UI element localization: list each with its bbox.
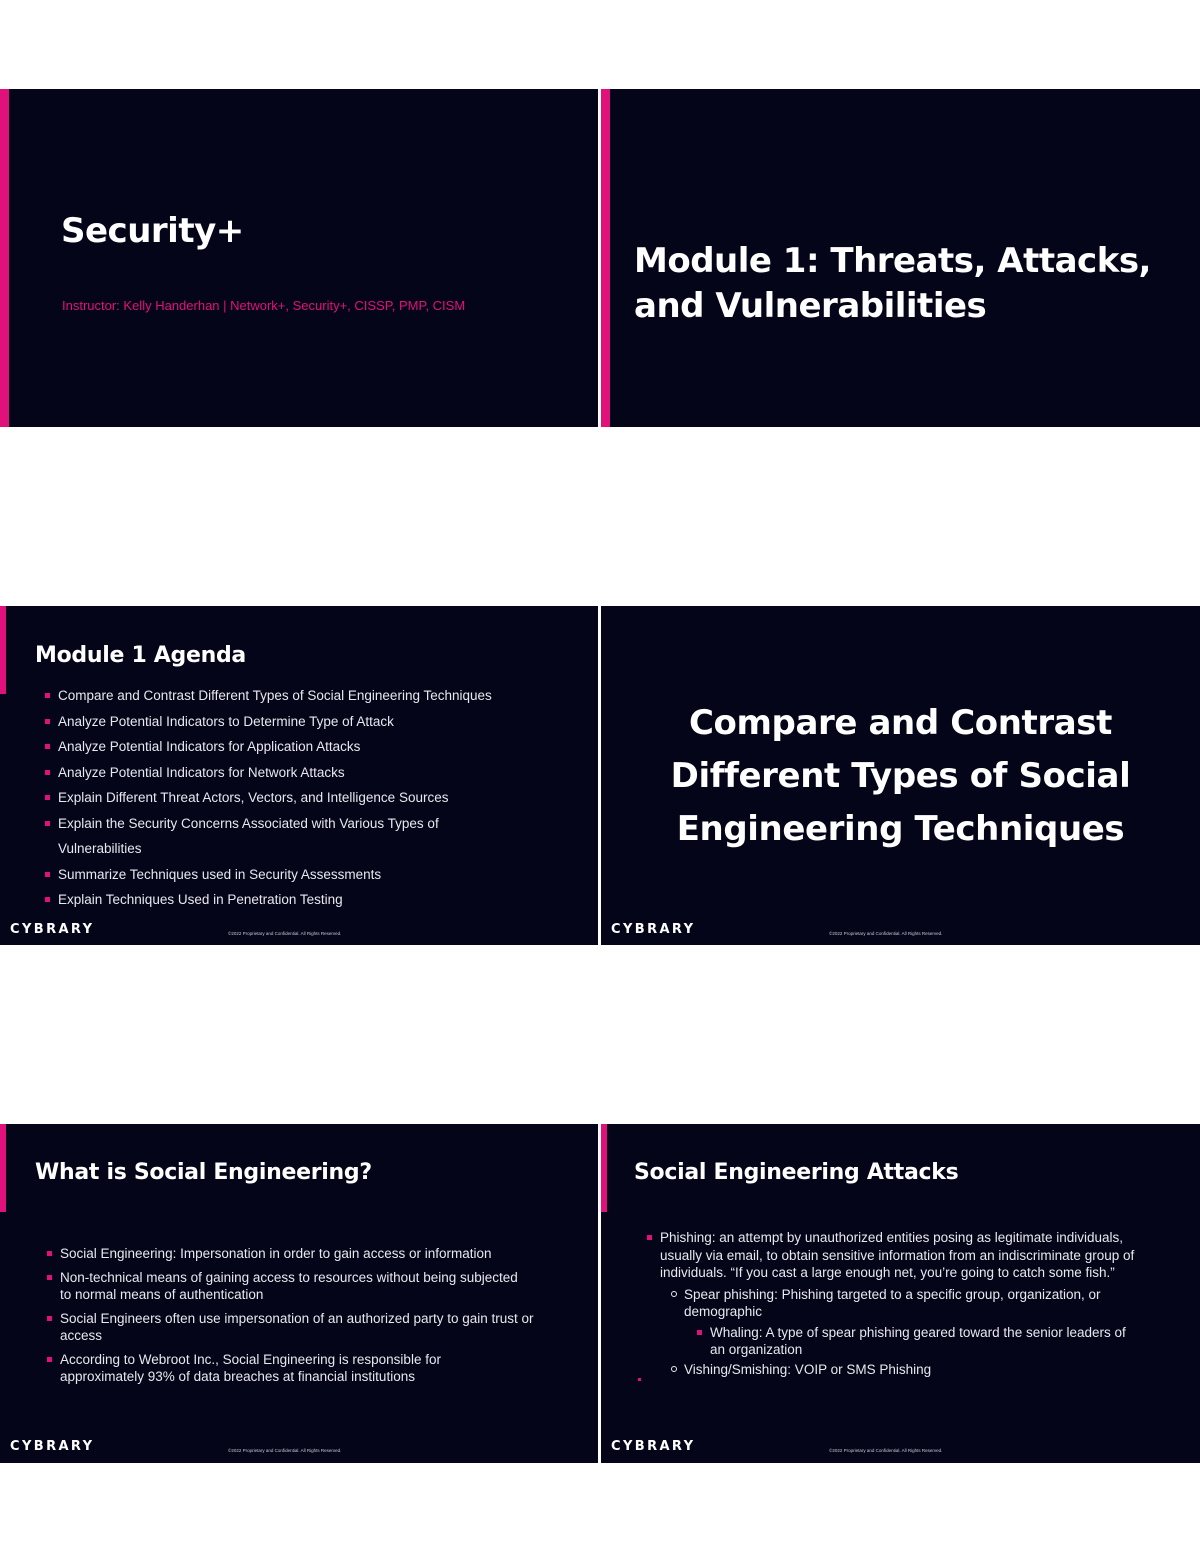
slide-section-title [601,606,1200,945]
accent-bar [601,89,610,427]
list-item: Non-technical means of gaining access to resources without being subjected to normal means of authentication [47,1269,530,1303]
slide-social-engineering-attacks [601,1124,1200,1463]
slide-security-plus-title [0,89,598,427]
accent-bar [601,1124,607,1212]
copyright-footnote: ©2022 Proprietary and Confidential. All Rights Reserved. [829,931,943,936]
list-item-phishing: Phishing: an attempt by unauthorized entities posing as legitimate individuals, usually via email, to obtain sensitive information from an indiscriminate group of individuals. “If you cast a large enough net, you’re going to catch some fish.” [647,1229,1167,1282]
section-title [601,697,1200,856]
list-item: According to Webroot Inc., Social Engineering is responsible for approximately 93% of data breaches at financial institutions [47,1351,510,1385]
list-item: Social Engineers often use impersonation of an authorized party to gain trust or access [47,1310,567,1344]
list-item: Explain Techniques Used in Penetration Testing [45,887,575,913]
section-title-line-3: Engineering Techniques [676,809,1125,849]
stray-bullet-mark [638,1378,641,1381]
cybrary-logo: CYBRARY [611,922,696,937]
list-item-vishing: Vishing/Smishing: VOIP or SMS Phishing [671,1361,1167,1379]
slide-module-1-agenda [0,606,598,945]
copyright-footnote: ©2022 Proprietary and Confidential. All Rights Reserved. [829,1448,943,1453]
accent-bar [0,606,6,694]
slide-what-is-social-engineering [0,1124,598,1463]
list-item: Explain Different Threat Actors, Vectors, and Intelligence Sources [45,785,575,811]
list-item: Social Engineering: Impersonation in order to gain access or information [47,1245,567,1262]
list-item: Compare and Contrast Different Types of Social Engineering Techniques [45,683,575,709]
list-item: Explain the Security Concerns Associated with Various Types of Vulnerabilities [45,811,518,862]
section-title-line-1: Compare and Contrast [689,703,1112,743]
section-title-line-2: Different Types of Social [670,756,1131,796]
slide-module-1-title [601,89,1200,427]
instructor-line: Instructor: Kelly Handerhan | Network+, Security+, CISSP, PMP, CISM [62,298,466,313]
slide-heading: Module 1 Agenda [35,643,246,668]
attacks-list [647,1229,1167,1381]
module-title-line-1: Module 1: Threats, Attacks, [634,241,1151,281]
list-item-spear-phishing: Spear phishing: Phishing targeted to a specific group, organization, or demographic [671,1286,1167,1321]
list-item: Analyze Potential Indicators for Network Attacks [45,760,575,786]
module-title [634,239,1151,329]
course-title: Security+ [61,211,244,251]
list-item: Summarize Techniques used in Security Assessments [45,862,575,888]
accent-bar [0,1124,6,1212]
slide-heading: Social Engineering Attacks [634,1160,959,1185]
copyright-footnote: ©2022 Proprietary and Confidential. All Rights Reserved. [228,931,342,936]
list-item: Analyze Potential Indicators to Determine Type of Attack [45,709,575,735]
cybrary-logo: CYBRARY [10,922,95,937]
cybrary-logo: CYBRARY [611,1439,696,1454]
module-title-line-2: and Vulnerabilities [634,286,987,326]
cybrary-logo: CYBRARY [10,1439,95,1454]
agenda-list [45,683,575,913]
slide-heading: What is Social Engineering? [35,1160,372,1185]
social-engineering-list [47,1245,567,1392]
copyright-footnote: ©2022 Proprietary and Confidential. All Rights Reserved. [228,1448,342,1453]
accent-bar [0,89,9,427]
list-item: Analyze Potential Indicators for Application Attacks [45,734,575,760]
list-item-whaling: Whaling: A type of spear phishing geared toward the senior leaders of an organization [697,1324,1130,1359]
